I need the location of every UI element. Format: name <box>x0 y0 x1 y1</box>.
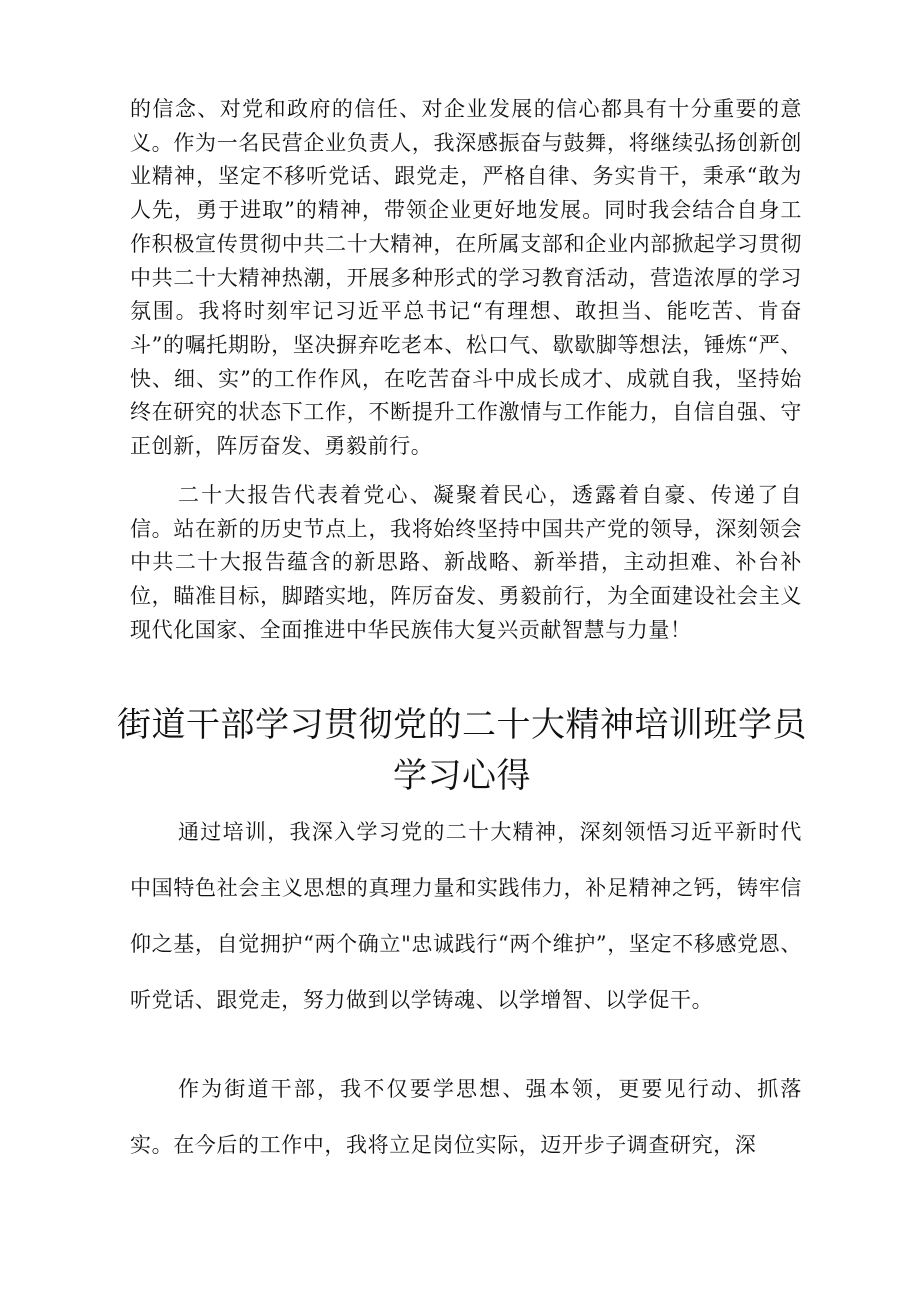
paragraph-continued: 的信念、对党和政府的信任、对企业发展的信心都具有十分重要的意义。作为一名民营企业负责人，我深感振奋与鼓舞，将继续弘扬创新创业精神，坚定不移听党话、跟党走，严格自律、务实肯干，秉承“敢为人先，勇于进取”的精神，带领企业更好地发展。同时我会结合自身工作积极宣传贯彻中共二十大精神，在所属支部和企业内部掀起学习贯彻中共二十大精神热潮，开展多种形式的学习教育活动，营造浓厚的学习氛围。我将时刻牢记习近平总书记“有理想、敢担当、能吃苦、肯奋斗”的嘱托期盼，坚决摒弃吃老本、松口气、歇歇脚等想法，锤炼“严、快、细、实”的工作作风，在吃苦奋斗中成长成才、成就自我，坚持始终在研究的状态下工作，不断提升工作激情与工作能力，自信自强、守正创新，阵厉奋发、勇毅前行。 <box>130 97 802 459</box>
section-title: 街道干部学习贯彻党的二十大精神培训班学员学习心得 <box>117 705 807 796</box>
paragraph-training: 通过培训，我深入学习党的二十大精神，深刻领悟习近平新时代中国特色社会主义思想的真理力量和实践伟力，补足精神之钙，铸牢信仰之基，自觉拥护“两个确立"忠诚践行“两个维护”，坚定不移感党恩、听党话、跟党走，努力做到以学铸魂、以学增智、以学促干。 <box>130 820 802 1012</box>
paragraph-conclusion: 二十大报告代表着党心、凝聚着民心，透露着自豪、传递了自信。站在新的历史节点上，我将始终坚持中国共产党的领导，深刻领会中共二十大报告蕴含的新思路、新战略、新举措，主动担难、补台补位，瞄准目标，脚踏实地，阵厉奋发、勇毅前行，为全面建设社会主义现代化国家、全面推进中华民族伟大复兴贡献智慧与力量！ <box>130 483 802 642</box>
paragraph-street-cadre: 作为街道干部，我不仅要学思想、强本领，更要见行动、抓落实。在今后的工作中，我将立足岗位实际，迈开步子调查研究，深 <box>130 1077 802 1157</box>
